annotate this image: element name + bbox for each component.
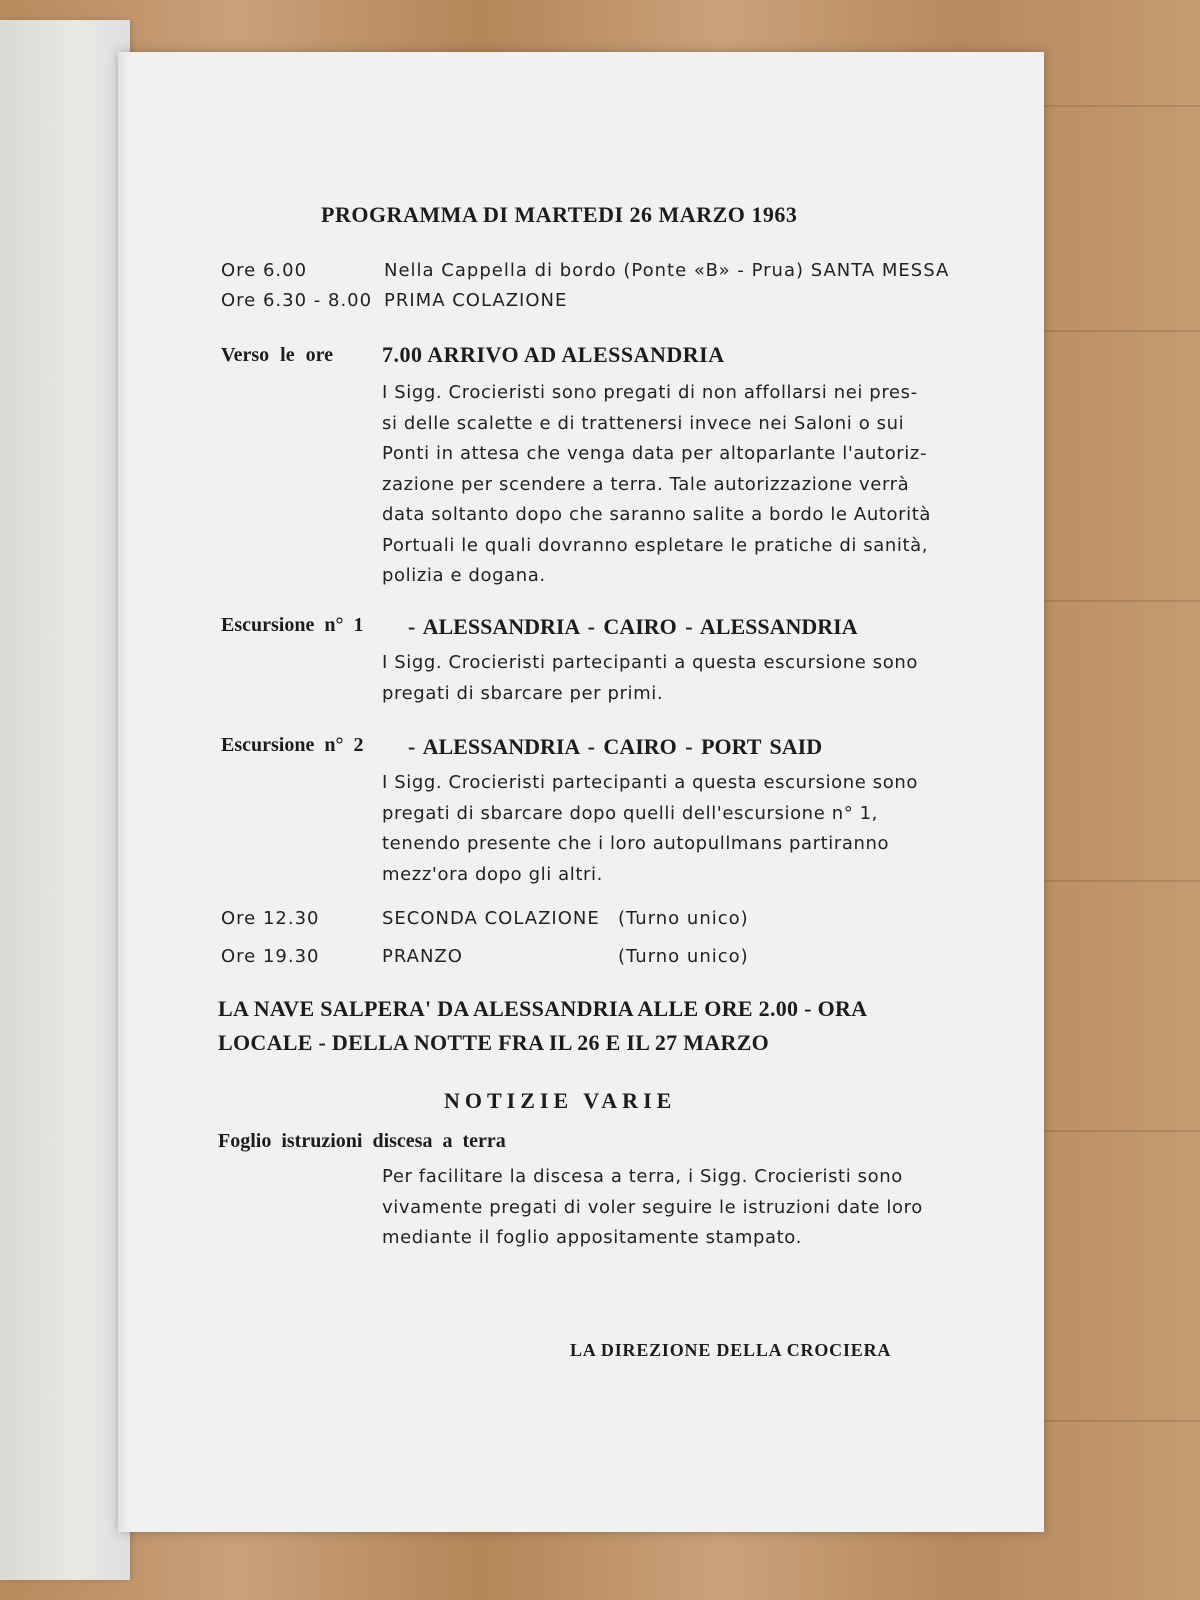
paragraph-line: Ponti in attesa che venga data per altoparlante l'autoriz- xyxy=(382,443,928,464)
paragraph-line: mediante il foglio appositamente stampato. xyxy=(382,1227,802,1248)
paragraph-line: pregati di sbarcare per primi. xyxy=(382,682,664,704)
paragraph-line: I Sigg. Crocieristi sono pregati di non affollarsi nei pres- xyxy=(382,382,918,403)
paragraph-line: Portuali le quali dovranno espletare le pratiche di sanità, xyxy=(382,534,929,556)
excursion-2-label: Escursione n° 2 xyxy=(221,734,364,756)
paragraph-line: tenendo presente che i loro autopullmans partiranno xyxy=(382,833,890,854)
arrival-paragraph xyxy=(382,378,931,592)
notice-label: Foglio istruzioni discesa a terra xyxy=(218,1130,506,1152)
paragraph-line: I Sigg. Crocieristi partecipanti a questa escursione sono xyxy=(382,652,919,673)
paragraph-line: pregati di sbarcare dopo quelli dell'escursione n° 1, xyxy=(382,802,878,824)
meal-time-2: Ore 19.30 xyxy=(221,946,320,967)
schedule-text-1: Nella Cappella di bordo (Ponte «B» - Prua) SANTA MESSA xyxy=(384,260,950,281)
meal-time-1: Ore 12.30 xyxy=(221,908,320,929)
program-sheet xyxy=(118,52,1044,1532)
meal-note-2: (Turno unico) xyxy=(618,946,749,967)
paragraph-line: polizia e dogana. xyxy=(382,565,546,586)
paragraph-line: Per facilitare la discesa a terra, i Sigg. Crocieristi sono xyxy=(382,1166,903,1187)
departure-line-2: LOCALE - DELLA NOTTE FRA IL 26 E IL 27 MARZO xyxy=(218,1030,770,1055)
departure-line-1: LA NAVE SALPERA' DA ALESSANDRIA ALLE ORE 2.00 - ORA xyxy=(218,996,868,1021)
excursion-1-paragraph xyxy=(382,648,918,709)
schedule-time-2: Ore 6.30 - 8.00 xyxy=(221,290,373,311)
excursion-2-paragraph xyxy=(382,768,918,890)
meal-note-1: (Turno unico) xyxy=(618,908,749,929)
left-page xyxy=(0,20,130,1580)
signature: LA DIREZIONE DELLA CROCIERA xyxy=(570,1340,892,1360)
paragraph-line: I Sigg. Crocieristi partecipanti a questa escursione sono xyxy=(382,772,919,793)
paragraph-line: zazione per scendere a terra. Tale autorizzazione verrà xyxy=(382,473,910,495)
arrival-heading: 7.00 ARRIVO AD ALESSANDRIA xyxy=(382,342,725,367)
paragraph-line: si delle scalette e di trattenersi invece nei Saloni o sui xyxy=(382,412,905,434)
sheet-edge xyxy=(118,52,130,1532)
schedule-time-1: Ore 6.00 xyxy=(221,260,308,281)
meal-name-2: PRANZO xyxy=(382,946,463,967)
paragraph-line: vivamente pregati di voler seguire le istruzioni date loro xyxy=(382,1196,923,1218)
excursion-2-route: - ALESSANDRIA - CAIRO - PORT SAID xyxy=(408,734,823,759)
notice-paragraph xyxy=(382,1162,923,1254)
excursion-1-label: Escursione n° 1 xyxy=(221,614,364,636)
arrival-label: Verso le ore xyxy=(221,344,333,366)
meal-name-1: SECONDA COLAZIONE xyxy=(382,908,600,929)
excursion-1-route: - ALESSANDRIA - CAIRO - ALESSANDRIA xyxy=(408,614,858,639)
paragraph-line: mezz'ora dopo gli altri. xyxy=(382,863,603,885)
page-title: PROGRAMMA DI MARTEDI 26 MARZO 1963 xyxy=(321,202,798,227)
schedule-text-2: PRIMA COLAZIONE xyxy=(384,290,568,311)
paragraph-line: data soltanto dopo che saranno salite a bordo le Autorità xyxy=(382,504,932,525)
notices-heading: NOTIZIE VARIE xyxy=(444,1088,677,1113)
